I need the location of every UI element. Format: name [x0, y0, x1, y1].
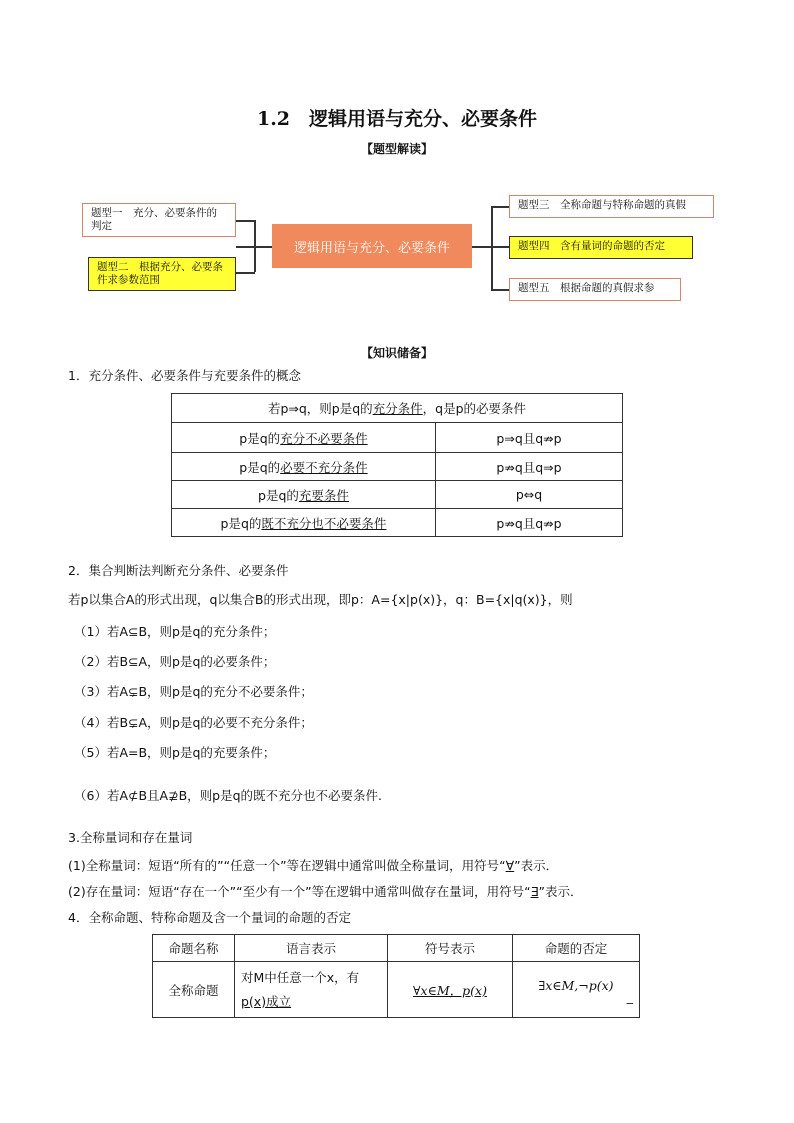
s3-heading: 3.全称量词和存在量词: [68, 830, 193, 845]
s2-item: （4）若B⊊A，则p是q的必要不充分条件；: [74, 715, 313, 730]
mindmap-node-type5: 题型五 根据命题的真假求参: [509, 278, 681, 301]
connector: [491, 289, 509, 291]
connector: [491, 206, 493, 290]
s2-heading: 2．集合判断法判断充分条件、必要条件: [68, 563, 289, 578]
connector: [236, 220, 255, 222]
s2-item: （5）若A=B，则p是q的充要条件；: [74, 745, 276, 760]
table-row: [172, 481, 623, 509]
table-cell: p是q的既不充分也不必要条件: [172, 509, 436, 537]
table-header-cell: 语言表示: [235, 935, 388, 962]
table-cell: p⇔q: [436, 481, 623, 509]
table-row: [172, 423, 623, 453]
mindmap-node-type4: 题型四 含有量词的命题的否定: [509, 236, 693, 259]
table-cell: p是q的充分不必要条件: [172, 423, 436, 453]
table-row: [172, 394, 623, 423]
s1-heading: 1．充分条件、必要条件与充要条件的概念: [68, 368, 301, 383]
table-cell: 对M中任意一个x，有 p(x)成立: [235, 962, 388, 1018]
table-row: [153, 962, 640, 1018]
s3-line1: (1)全称量词：短语“所有的”“任意一个”等在逻辑中通常叫做全称量词，用符号“∀”表示．: [68, 858, 559, 873]
table-cell: 全称命题: [153, 962, 235, 1018]
page-title: 1.2 逻辑用语与充分、必要条件: [256, 108, 538, 130]
table-row: [172, 509, 623, 537]
concept-table: [171, 393, 623, 537]
table-cell: p⇒q且q⇏p: [436, 423, 623, 453]
table-cell: ∃x∈M,¬p(x) _: [513, 962, 640, 1018]
table-cell: p⇏q且q⇒p: [436, 453, 623, 481]
section-knowledge-heading: 【知识储备】: [360, 346, 433, 360]
table-row: [153, 935, 640, 962]
s2-intro: 若p以集合A的形式出现，q以集合B的形式出现，即p：A={x|p(x)}，q：B={x|q(x)}，则: [68, 592, 573, 607]
mindmap-node-type2: 题型二 根据充分、必要条件求参数范围: [88, 257, 236, 291]
table-header-cell: 若p⇒q，则p是q的充分条件，q是p的必要条件: [172, 394, 623, 423]
section-reading-heading: 【题型解读】: [360, 142, 433, 156]
s4-heading: 4．全称命题、特称命题及含一个量词的命题的否定: [68, 910, 351, 925]
s2-item: （6）若A⊄B且A⊉B，则p是q的既不充分也不必要条件.: [74, 788, 382, 803]
table-row: [172, 453, 623, 481]
table-cell: p是q的充要条件: [172, 481, 436, 509]
table-header-cell: 命题的否定: [513, 935, 640, 962]
mindmap-node-type3: 题型三 全称命题与特称命题的真假: [509, 195, 714, 218]
connector: [472, 246, 492, 248]
s2-item: （1）若A⊆B，则p是q的充分条件；: [74, 624, 276, 639]
mindmap-center: 逻辑用语与充分、必要条件: [272, 224, 472, 268]
s3-line2: (2)存在量词：短语“存在一个”“至少有一个”等在逻辑中通常叫做存在量词，用符号“∃”表示．: [68, 884, 583, 899]
connector: [491, 246, 509, 248]
s2-item: （2）若B⊆A，则p是q的必要条件；: [74, 654, 276, 669]
connector: [236, 272, 255, 274]
table-header-cell: 符号表示: [388, 935, 513, 962]
table-cell: p⇏q且q⇏p: [436, 509, 623, 537]
mindmap-node-type1: 题型一 充分、必要条件的判定: [82, 203, 236, 237]
table-cell: p是q的必要不充分条件: [172, 453, 436, 481]
connector: [491, 206, 509, 208]
quantifier-table: [152, 934, 640, 1018]
table-header-cell: 命题名称: [153, 935, 235, 962]
connector: [254, 220, 256, 272]
table-cell: ∀x∈M，p(x): [388, 962, 513, 1018]
s2-item: （3）若A⊊B，则p是q的充分不必要条件；: [74, 684, 313, 699]
